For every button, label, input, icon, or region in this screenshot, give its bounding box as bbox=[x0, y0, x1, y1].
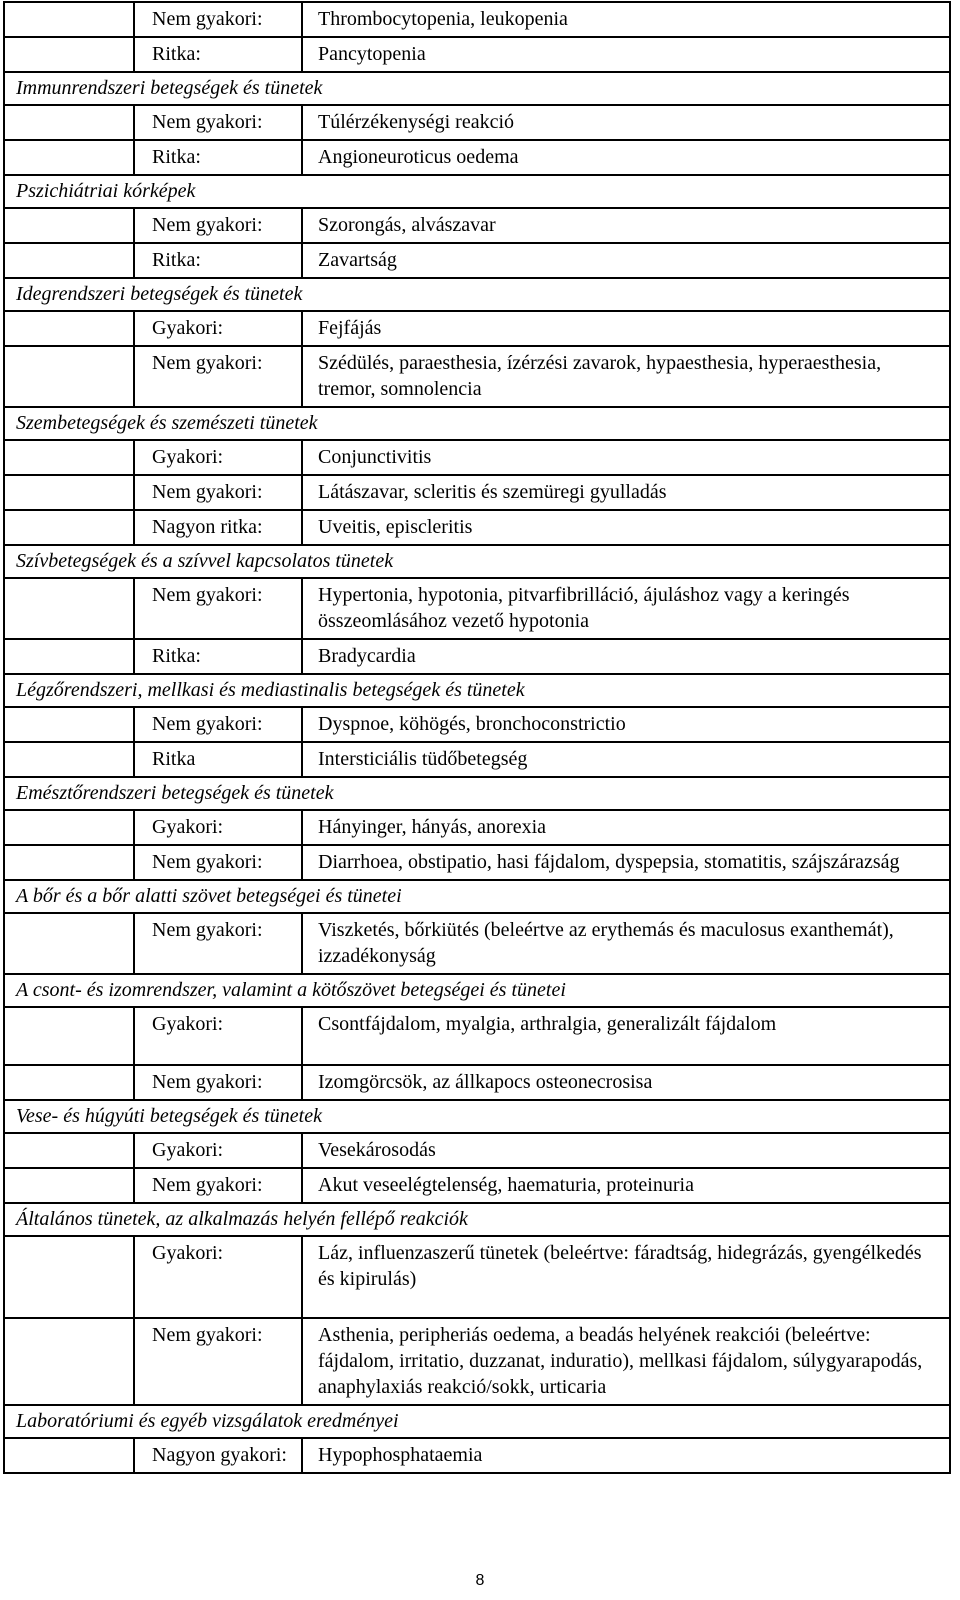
reaction-row bbox=[4, 440, 950, 475]
reaction-row bbox=[4, 639, 950, 674]
category-row bbox=[4, 278, 950, 311]
indent-cell bbox=[4, 440, 134, 475]
reaction-row bbox=[4, 2, 950, 37]
frequency-label: Nem gyakori: bbox=[134, 475, 302, 510]
frequency-label: Gyakori: bbox=[134, 311, 302, 346]
adverse-effects-text: Intersticiális tüdőbetegség bbox=[302, 742, 950, 777]
reaction-row bbox=[4, 475, 950, 510]
category-row bbox=[4, 545, 950, 578]
category-row bbox=[4, 407, 950, 440]
adverse-effects-text: Izomgörcsök, az állkapocs osteonecrosisa bbox=[302, 1065, 950, 1100]
adverse-effects-text: Conjunctivitis bbox=[302, 440, 950, 475]
adverse-effects-text: Uveitis, episcleritis bbox=[302, 510, 950, 545]
reaction-row bbox=[4, 37, 950, 72]
indent-cell bbox=[4, 913, 134, 974]
indent-cell bbox=[4, 475, 134, 510]
indent-cell bbox=[4, 845, 134, 880]
reaction-row bbox=[4, 243, 950, 278]
frequency-label: Nem gyakori: bbox=[134, 1168, 302, 1203]
frequency-label: Nem gyakori: bbox=[134, 2, 302, 37]
indent-cell bbox=[4, 1168, 134, 1203]
reaction-row bbox=[4, 845, 950, 880]
category-row bbox=[4, 175, 950, 208]
adverse-reactions-body bbox=[4, 2, 950, 1473]
frequency-label: Nem gyakori: bbox=[134, 346, 302, 407]
frequency-label: Gyakori: bbox=[134, 1236, 302, 1318]
category-row bbox=[4, 880, 950, 913]
category-row bbox=[4, 777, 950, 810]
indent-cell bbox=[4, 208, 134, 243]
adverse-effects-text: Hányinger, hányás, anorexia bbox=[302, 810, 950, 845]
indent-cell bbox=[4, 1236, 134, 1318]
category-title: A bőr és a bőr alatti szövet betegségei és tünetei bbox=[4, 880, 950, 913]
reaction-row bbox=[4, 1065, 950, 1100]
frequency-label: Nagyon ritka: bbox=[134, 510, 302, 545]
category-row bbox=[4, 72, 950, 105]
adverse-effects-text: Asthenia, peripheriás oedema, a beadás helyének reakciói (beleértve: fájdalom, irritatio, duzzanat, induratio), mellkasi fájdalom, súlygyarapodás, anaphylaxiás reakció/sokk, urticaria bbox=[302, 1318, 950, 1405]
indent-cell bbox=[4, 1007, 134, 1065]
frequency-label: Ritka: bbox=[134, 243, 302, 278]
category-title: Vese- és húgyúti betegségek és tünetek bbox=[4, 1100, 950, 1133]
frequency-label: Ritka bbox=[134, 742, 302, 777]
reaction-row bbox=[4, 1438, 950, 1473]
reaction-row bbox=[4, 810, 950, 845]
indent-cell bbox=[4, 810, 134, 845]
adverse-effects-text: Szédülés, paraesthesia, ízérzési zavarok, hypaesthesia, hyperaesthesia, tremor, somnolencia bbox=[302, 346, 950, 407]
adverse-effects-text: Hypophosphataemia bbox=[302, 1438, 950, 1473]
category-row bbox=[4, 1100, 950, 1133]
indent-cell bbox=[4, 2, 134, 37]
category-title: Általános tünetek, az alkalmazás helyén fellépő reakciók bbox=[4, 1203, 950, 1236]
adverse-effects-text: Vesekárosodás bbox=[302, 1133, 950, 1168]
frequency-label: Nem gyakori: bbox=[134, 208, 302, 243]
reaction-row bbox=[4, 1133, 950, 1168]
adverse-effects-text: Szorongás, alvászavar bbox=[302, 208, 950, 243]
reaction-row bbox=[4, 1168, 950, 1203]
adverse-effects-text: Bradycardia bbox=[302, 639, 950, 674]
reaction-row bbox=[4, 707, 950, 742]
indent-cell bbox=[4, 105, 134, 140]
adverse-effects-text: Csontfájdalom, myalgia, arthralgia, generalizált fájdalom bbox=[302, 1007, 950, 1065]
frequency-label: Ritka: bbox=[134, 140, 302, 175]
adverse-reactions-table bbox=[3, 1, 951, 1474]
indent-cell bbox=[4, 140, 134, 175]
adverse-effects-text: Viszketés, bőrkiütés (beleértve az erythemás és maculosus exanthemát), izzadékonyság bbox=[302, 913, 950, 974]
adverse-effects-text: Túlérzékenységi reakció bbox=[302, 105, 950, 140]
indent-cell bbox=[4, 707, 134, 742]
reaction-row bbox=[4, 1236, 950, 1318]
reaction-row bbox=[4, 913, 950, 974]
indent-cell bbox=[4, 243, 134, 278]
reaction-row bbox=[4, 311, 950, 346]
category-title: Pszichiátriai kórképek bbox=[4, 175, 950, 208]
indent-cell bbox=[4, 510, 134, 545]
indent-cell bbox=[4, 1133, 134, 1168]
category-title: Immunrendszeri betegségek és tünetek bbox=[4, 72, 950, 105]
adverse-effects-text: Láz, influenzaszerű tünetek (beleértve: fáradtság, hidegrázás, gyengélkedés és kipirulás) bbox=[302, 1236, 950, 1318]
adverse-effects-text: Dyspnoe, köhögés, bronchoconstrictio bbox=[302, 707, 950, 742]
frequency-label: Gyakori: bbox=[134, 1007, 302, 1065]
reaction-row bbox=[4, 208, 950, 243]
category-title: Szembetegségek és szemészeti tünetek bbox=[4, 407, 950, 440]
reaction-row bbox=[4, 578, 950, 639]
reaction-row bbox=[4, 1007, 950, 1065]
indent-cell bbox=[4, 742, 134, 777]
category-title: Szívbetegségek és a szívvel kapcsolatos tünetek bbox=[4, 545, 950, 578]
frequency-label: Ritka: bbox=[134, 639, 302, 674]
category-title: Idegrendszeri betegségek és tünetek bbox=[4, 278, 950, 311]
frequency-label: Gyakori: bbox=[134, 1133, 302, 1168]
adverse-effects-text: Pancytopenia bbox=[302, 37, 950, 72]
reaction-row bbox=[4, 742, 950, 777]
adverse-effects-text: Diarrhoea, obstipatio, hasi fájdalom, dyspepsia, stomatitis, szájszárazság bbox=[302, 845, 950, 880]
reaction-row bbox=[4, 105, 950, 140]
adverse-effects-text: Látászavar, scleritis és szemüregi gyulladás bbox=[302, 475, 950, 510]
frequency-label: Nem gyakori: bbox=[134, 1318, 302, 1405]
category-row bbox=[4, 974, 950, 1007]
frequency-label: Nem gyakori: bbox=[134, 913, 302, 974]
frequency-label: Nem gyakori: bbox=[134, 845, 302, 880]
reaction-row bbox=[4, 1318, 950, 1405]
frequency-label: Gyakori: bbox=[134, 440, 302, 475]
adverse-effects-text: Angioneuroticus oedema bbox=[302, 140, 950, 175]
frequency-label: Nem gyakori: bbox=[134, 578, 302, 639]
page-number: 8 bbox=[475, 1572, 485, 1589]
frequency-label: Nem gyakori: bbox=[134, 105, 302, 140]
indent-cell bbox=[4, 37, 134, 72]
reaction-row bbox=[4, 346, 950, 407]
indent-cell bbox=[4, 311, 134, 346]
category-title: A csont- és izomrendszer, valamint a kötőszövet betegségei és tünetei bbox=[4, 974, 950, 1007]
category-row bbox=[4, 674, 950, 707]
category-title: Emésztőrendszeri betegségek és tünetek bbox=[4, 777, 950, 810]
indent-cell bbox=[4, 1318, 134, 1405]
frequency-label: Nem gyakori: bbox=[134, 1065, 302, 1100]
category-title: Laboratóriumi és egyéb vizsgálatok eredményei bbox=[4, 1405, 950, 1438]
frequency-label: Nagyon gyakori: bbox=[134, 1438, 302, 1473]
adverse-effects-text: Thrombocytopenia, leukopenia bbox=[302, 2, 950, 37]
adverse-effects-text: Hypertonia, hypotonia, pitvarfibrilláció, ájuláshoz vagy a keringés összeomlásához vezető hypotonia bbox=[302, 578, 950, 639]
adverse-effects-text: Fejfájás bbox=[302, 311, 950, 346]
indent-cell bbox=[4, 346, 134, 407]
frequency-label: Gyakori: bbox=[134, 810, 302, 845]
reaction-row bbox=[4, 510, 950, 545]
category-row bbox=[4, 1203, 950, 1236]
indent-cell bbox=[4, 639, 134, 674]
category-title: Légzőrendszeri, mellkasi és mediastinalis betegségek és tünetek bbox=[4, 674, 950, 707]
frequency-label: Ritka: bbox=[134, 37, 302, 72]
category-row bbox=[4, 1405, 950, 1438]
indent-cell bbox=[4, 1438, 134, 1473]
adverse-effects-text: Akut veseelégtelenség, haematuria, proteinuria bbox=[302, 1168, 950, 1203]
frequency-label: Nem gyakori: bbox=[134, 707, 302, 742]
reaction-row bbox=[4, 140, 950, 175]
indent-cell bbox=[4, 1065, 134, 1100]
adverse-effects-text: Zavartság bbox=[302, 243, 950, 278]
indent-cell bbox=[4, 578, 134, 639]
